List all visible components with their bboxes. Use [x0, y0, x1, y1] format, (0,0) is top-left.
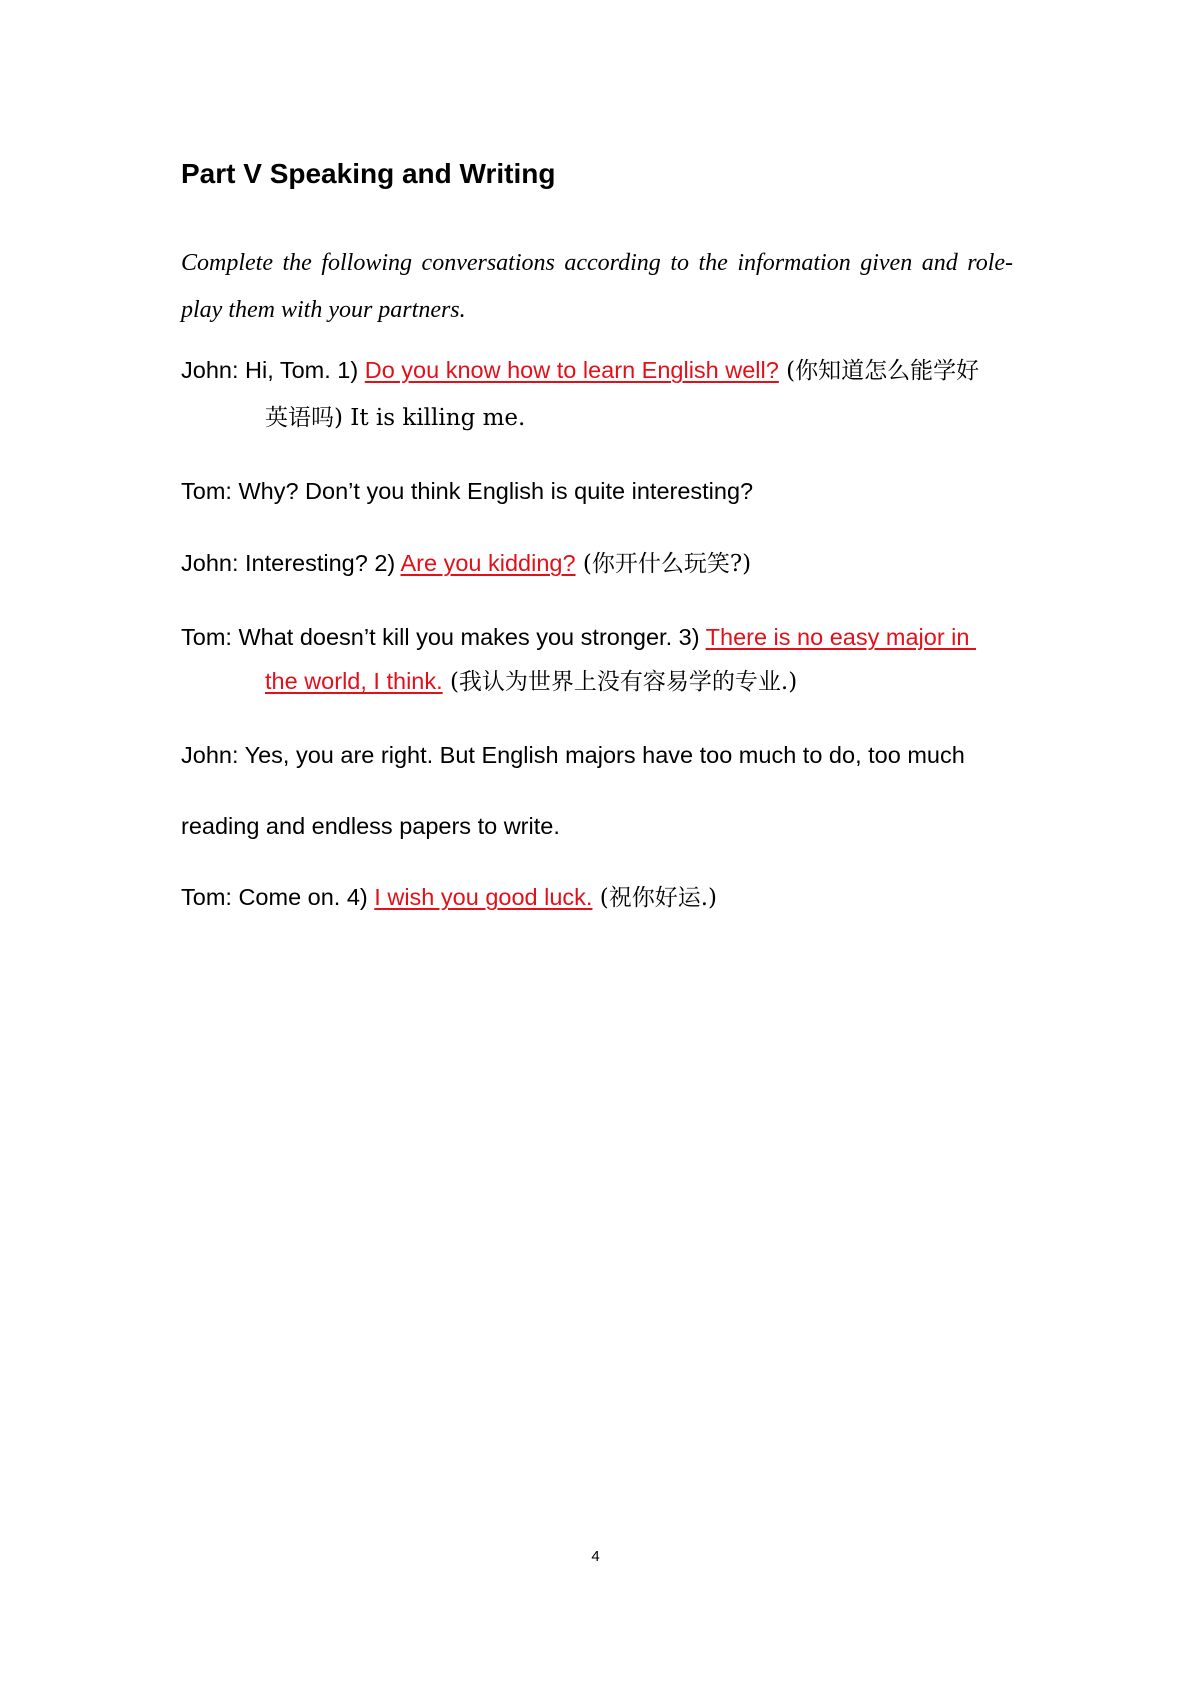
answer-1: Do you know how to learn English well? [364, 357, 779, 383]
speaker-text: John: Interesting? 2) [181, 550, 401, 576]
section-heading: Part V Speaking and Writing [181, 158, 556, 189]
dialogue-line-6 [181, 883, 717, 913]
translation-text: (你开什么玩笑?) [575, 551, 752, 577]
continuation-text: reading and endless papers to write. [181, 813, 560, 839]
dialogue-line-5-cont [181, 812, 560, 840]
translation-text: (你知道怎么能学好 [778, 358, 980, 384]
speaker-text: Tom: What doesn’t kill you makes you stronger. 3) [181, 624, 706, 650]
answer-2: Are you kidding? [400, 550, 576, 576]
dialogue-line-1 [181, 356, 979, 386]
page-number: 4 [591, 1548, 600, 1565]
dialogue-line-4-cont [265, 667, 797, 697]
answer-3: There is no easy major in [705, 624, 977, 650]
speaker-text: John: Hi, Tom. 1) [181, 357, 365, 383]
dialogue-line-1-cont [265, 403, 525, 433]
speaker-text: Tom: Why? Don’t you think English is quite interesting? [181, 478, 754, 504]
translation-text: (我认为世界上没有容易学的专业.) [442, 669, 798, 695]
dialogue-line-4 [181, 623, 976, 651]
answer-3-cont: the world, I think. [265, 668, 443, 694]
instructions: Complete the following conversations according to the information given and role-play them with your partners. [181, 250, 1013, 323]
translation-text: (祝你好运.) [592, 885, 718, 911]
answer-4: I wish you good luck. [374, 884, 593, 910]
dialogue-line-2 [181, 477, 753, 505]
continuation-text: 英语吗) It is killing me. [265, 405, 526, 431]
speaker-text: John: Yes, you are right. But English majors have too much to do, too much [181, 742, 965, 768]
speaker-text: Tom: Come on. 4) [181, 884, 375, 910]
dialogue-line-3 [181, 549, 751, 579]
dialogue-line-5 [181, 741, 965, 769]
